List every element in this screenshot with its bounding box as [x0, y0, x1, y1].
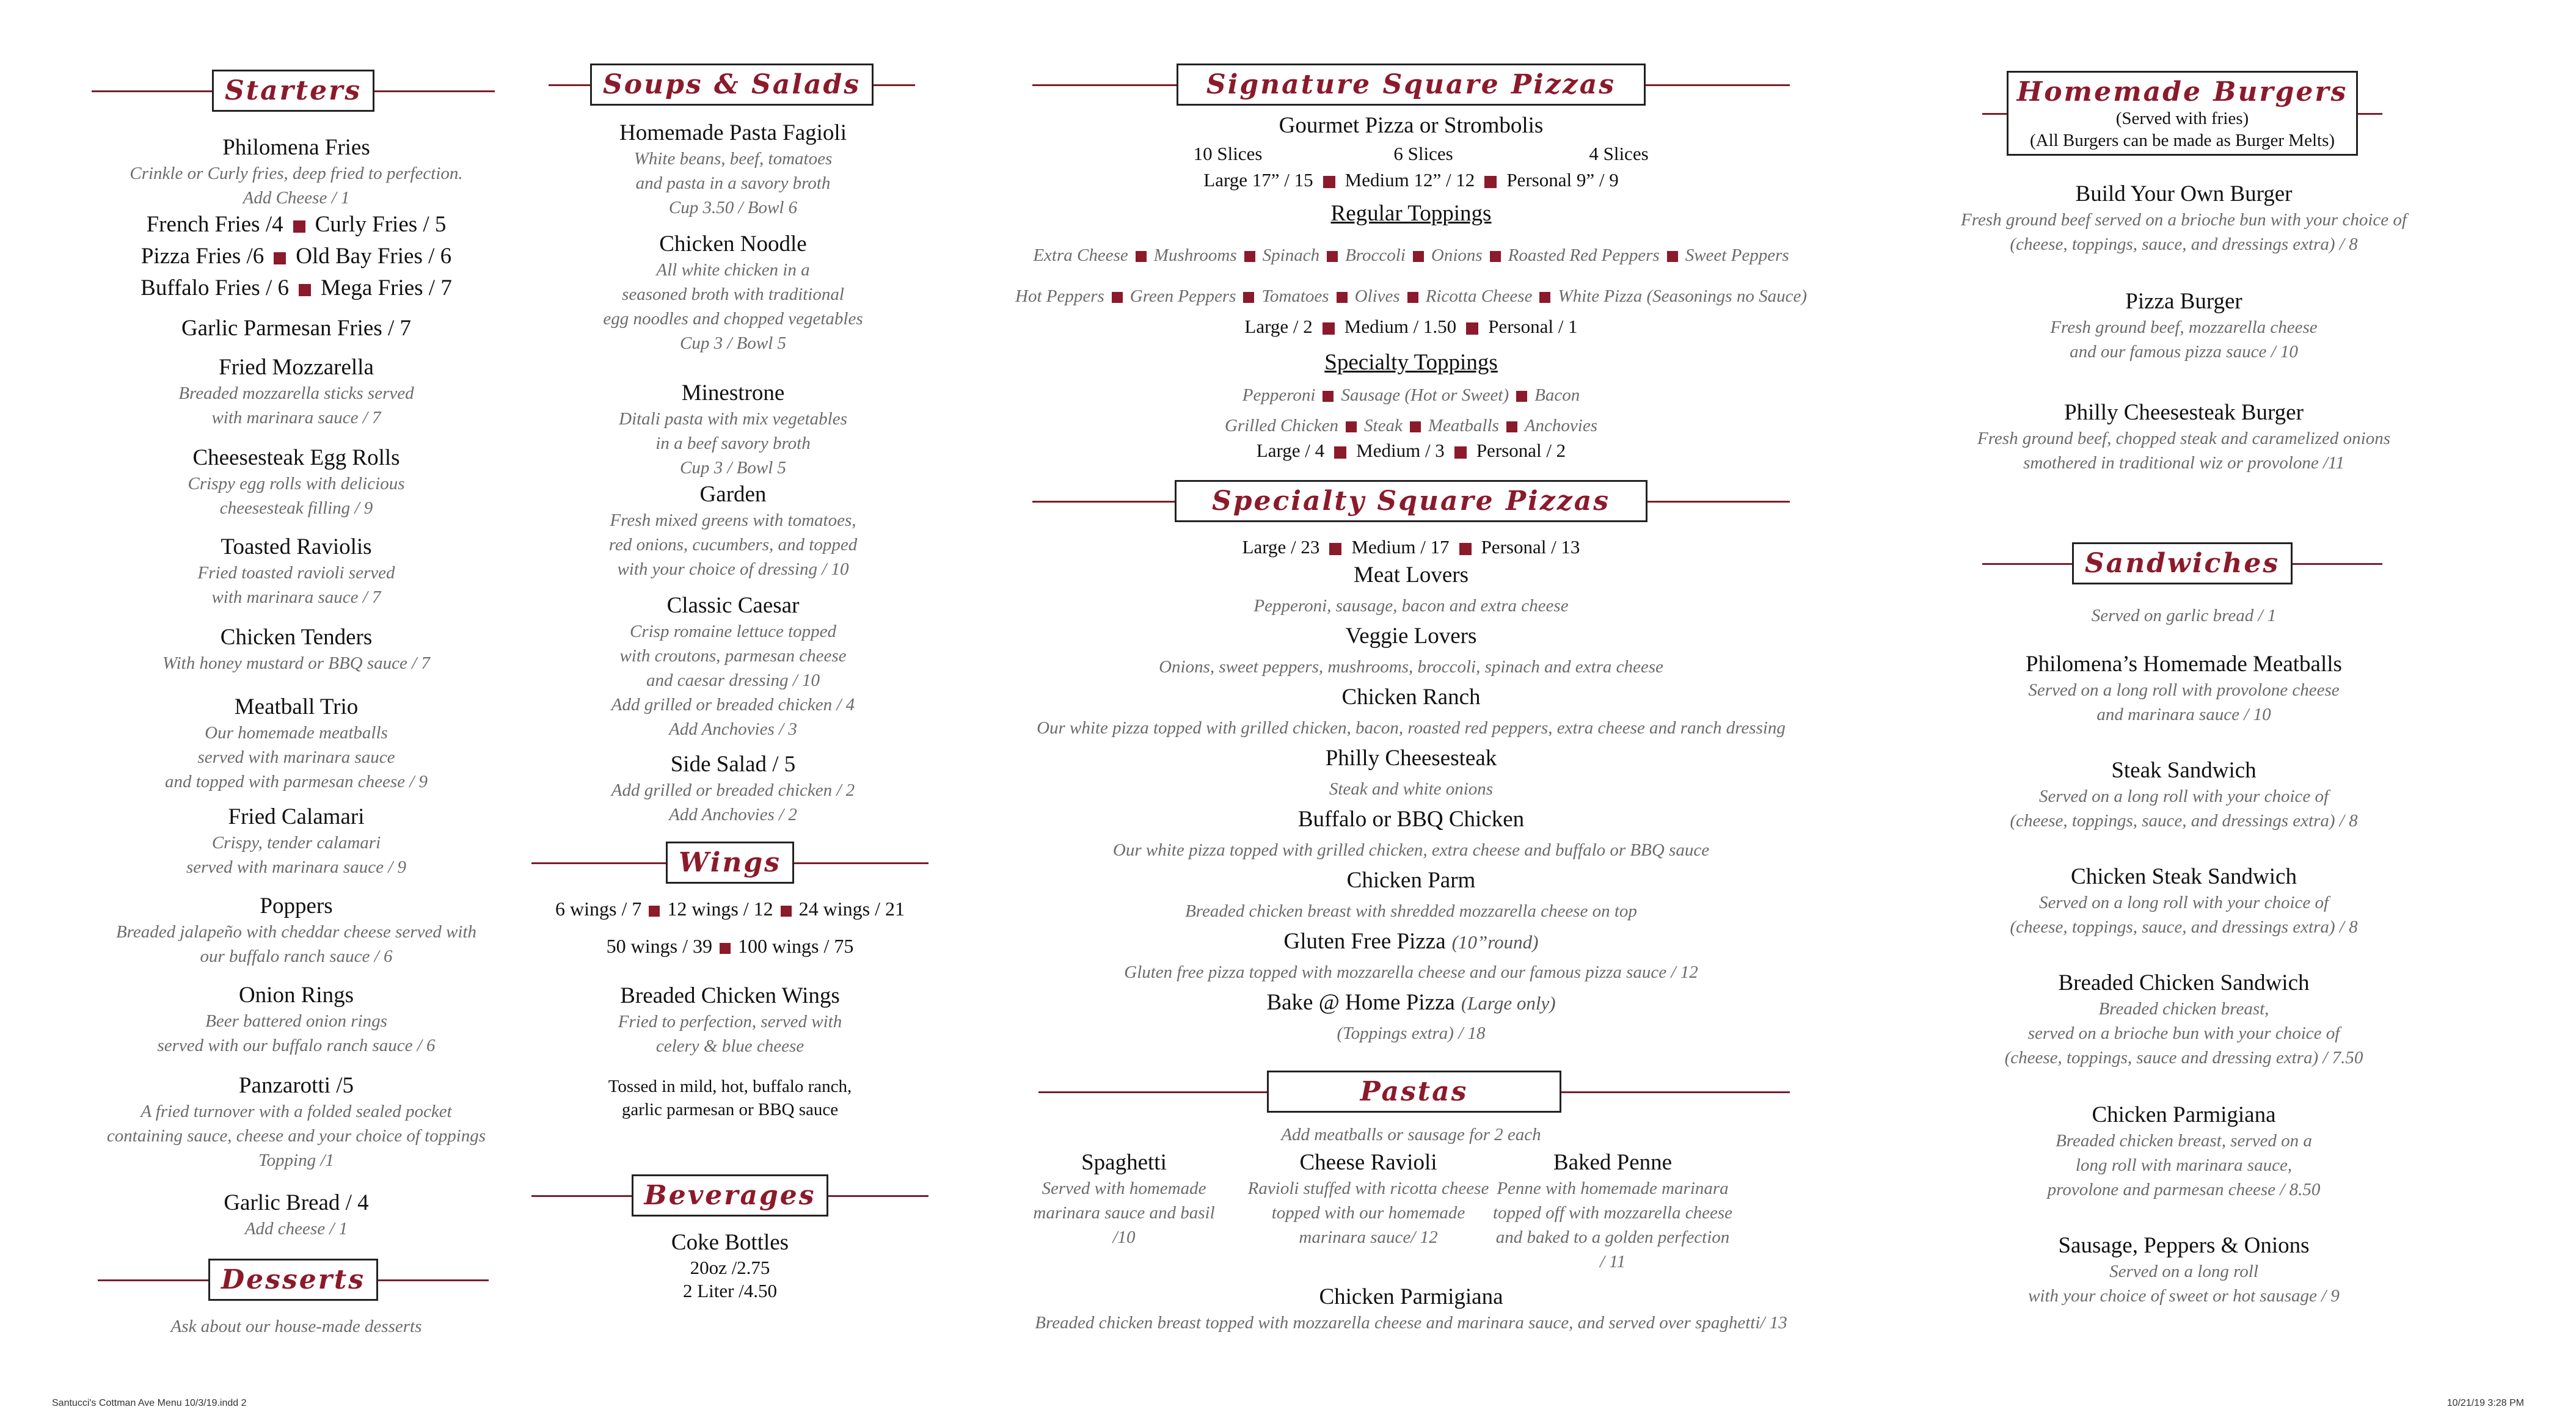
pasta-name: Spaghetti: [1081, 1150, 1167, 1175]
size-large: Large 17” / 15: [1203, 169, 1313, 191]
pasta-desc: topped with our homemade: [1271, 1203, 1465, 1223]
soup-desc: egg noodles and chopped vegetables: [603, 309, 863, 329]
sandwich-desc: (cheese, toppings, sauce, and dressings extra) / 8: [2010, 811, 2358, 831]
pizza-name: Philly Cheesesteak: [1325, 746, 1497, 771]
specialty-pizza-name: [990, 867, 1833, 894]
soup-desc: Add grilled or breaded chicken / 4: [611, 695, 855, 715]
coke-bottles: Coke Bottles: [671, 1230, 789, 1255]
starter-desc: Fried toasted ravioli served: [197, 563, 395, 583]
soup-name: Minestrone: [681, 380, 785, 406]
specialty-pizza-name: [990, 806, 1833, 833]
starter-desc: with marinara sauce / 7: [211, 587, 381, 607]
row-entry: Onions: [1431, 246, 1483, 265]
bullet-square-icon: [1243, 292, 1254, 303]
desserts-header: [92, 1254, 495, 1305]
row-entry: Large / 4: [1256, 440, 1325, 461]
starter-name: Fried Calamari: [228, 804, 365, 829]
burger-desc: Fresh ground beef served on a brioche bun with your choice of: [1961, 210, 2407, 230]
bullet-square-icon: [1454, 446, 1467, 459]
bullet-square-icon: [1490, 251, 1501, 262]
wings-12: 12 wings / 12: [667, 898, 773, 920]
bullet-square-icon: [1506, 421, 1517, 432]
row-entry: Pizza Fries /6: [140, 244, 265, 269]
row-entry: Personal / 2: [1476, 440, 1566, 461]
wings-100: 100 wings / 75: [738, 935, 854, 957]
bullet-square-icon: [1410, 421, 1421, 432]
beverages-title: Beverages: [632, 1174, 829, 1217]
row-entry: Spinach: [1262, 246, 1320, 265]
desserts-note: Ask about our house-made desserts: [170, 1317, 422, 1336]
slices-medium: 6 Slices: [1393, 143, 1453, 164]
row-entry: Personal / 1: [1488, 316, 1578, 337]
specialty-pizza-desc: Pepperoni, sausage, bacon and extra cheese: [1253, 596, 1569, 616]
burger-desc: Fresh ground beef, chopped steak and caramelized onions: [1977, 429, 2390, 448]
signature-header: [1032, 59, 1790, 110]
soup-desc: red onions, cucumbers, and topped: [608, 535, 858, 555]
row-entry: Steak: [1364, 416, 1403, 435]
signature-sizes: [990, 167, 1833, 194]
burgers-sub-1: (Served with fries): [2115, 108, 2249, 128]
row-entry: Old Bay Fries / 6: [296, 244, 452, 269]
bullet-square-icon: [1329, 543, 1341, 555]
sandwich-desc: (cheese, toppings, sauce and dressing extra) / 7.50: [2004, 1048, 2363, 1068]
soup-desc: seasoned broth with traditional: [622, 285, 844, 304]
sandwich-desc: and marinara sauce / 10: [2096, 705, 2271, 724]
row-entry: Ricotta Cheese: [1425, 286, 1533, 306]
row-entry: Mushrooms: [1153, 246, 1237, 265]
starter-pair-row: [79, 211, 513, 238]
soup-name: Classic Caesar: [666, 593, 800, 618]
specialty-pizza-name: [990, 745, 1833, 772]
sandwiches-note: Served on garlic bread / 1: [2091, 606, 2277, 625]
wings-24: 24 wings / 21: [798, 898, 905, 920]
sandwich-name: Chicken Parmigiana: [2092, 1102, 2276, 1127]
bullet-square-icon: [299, 284, 311, 296]
bullet-square-icon: [1337, 292, 1348, 303]
starter-desc: A fried turnover with a folded sealed pocket: [140, 1102, 452, 1121]
slices-personal: 4 Slices: [1589, 143, 1649, 164]
signature-subtitle: Gourmet Pizza or Strombolis: [1279, 113, 1544, 138]
bullet-square-icon: [1112, 292, 1123, 303]
coke-20oz: 20oz /2.75: [690, 1257, 770, 1278]
pasta-name: Baked Penne: [1553, 1150, 1673, 1175]
sandwich-desc: provolone and parmesan cheese / 8.50: [2047, 1180, 2321, 1199]
sandwich-desc: Served on a long roll with your choice of: [2038, 893, 2329, 912]
starter-desc: served with marinara sauce / 9: [186, 857, 407, 877]
starter-name: Cheesesteak Egg Rolls: [192, 445, 400, 470]
row-entry: Sausage (Hot or Sweet): [1341, 385, 1509, 405]
wings-6: 6 wings / 7: [555, 898, 642, 920]
starter-name: Chicken Tenders: [220, 625, 373, 650]
pastas-note: Add meatballs or sausage for 2 each: [1281, 1125, 1541, 1144]
specialty-toppings-row-1: [990, 383, 1833, 407]
soups-header: [549, 59, 915, 110]
starter-desc: served with marinara sauce: [197, 748, 395, 767]
row-entry: Medium / 3: [1356, 440, 1445, 461]
pasta-desc: marinara sauce/ 12: [1299, 1228, 1438, 1247]
soup-desc: White beans, beef, tomatoes: [633, 149, 833, 169]
row-entry: Green Peppers: [1129, 286, 1236, 306]
starter-desc: with marinara sauce / 7: [211, 408, 381, 427]
beverages-header: [531, 1169, 929, 1221]
starter-desc: Add cheese / 1: [244, 1219, 348, 1239]
burger-name: Pizza Burger: [2125, 289, 2242, 314]
sandwich-desc: Served on a long roll with your choice of: [2038, 787, 2329, 806]
pasta-desc: Penne with homemade marinara: [1497, 1179, 1729, 1198]
sandwich-name: Philomena’s Homemade Meatballs: [2026, 652, 2342, 677]
starter-desc: Crinkle or Curly fries, deep fried to perfection.: [130, 164, 463, 183]
pizza-name: Gluten Free Pizza: [1283, 929, 1446, 954]
soup-desc: with your choice of dressing / 10: [617, 559, 849, 579]
soup-name: Garden: [699, 482, 767, 507]
burgers-title: Homemade Burgers: [2016, 76, 2348, 107]
soup-desc: Cup 3 / Bowl 5: [679, 333, 786, 353]
soup-desc: Add Anchovies / 3: [669, 719, 797, 739]
row-entry: Personal / 13: [1481, 536, 1580, 558]
starter-desc: Crispy, tender calamari: [211, 833, 381, 853]
soup-desc: with croutons, parmesan cheese: [619, 646, 847, 666]
bullet-square-icon: [1667, 251, 1678, 262]
starter-desc: Breaded mozzarella sticks served: [178, 384, 414, 403]
row-entry: Buffalo Fries / 6: [140, 275, 290, 300]
sandwich-desc: Breaded chicken breast,: [2098, 999, 2269, 1019]
bullet-square-icon: [1334, 446, 1346, 459]
footer-left: Santucci's Cottman Ave Menu 10/3/19.indd 2: [52, 1398, 247, 1408]
bullet-square-icon: [1407, 292, 1418, 303]
starter-desc: and topped with parmesan cheese / 9: [164, 772, 428, 791]
signature-slices: [1161, 142, 1686, 166]
starter-name: Philomena Fries: [222, 135, 370, 160]
footer-right: 10/21/19 3:28 PM: [2446, 1398, 2524, 1408]
burger-desc: (cheese, toppings, sauce, and dressings extra) / 8: [2010, 235, 2358, 254]
sandwich-desc: long roll with marinara sauce,: [2075, 1155, 2293, 1175]
breaded-wings-name: Breaded Chicken Wings: [620, 983, 840, 1008]
row-entry: Roasted Red Peppers: [1508, 246, 1660, 265]
sandwiches-title: Sandwiches: [2072, 542, 2293, 584]
sandwich-desc: with your choice of sweet or hot sausage / 9: [2028, 1286, 2340, 1306]
specialty-prices: [990, 534, 1833, 561]
starter-name: Toasted Raviolis: [221, 534, 372, 559]
starter-name: Fried Mozzarella: [219, 355, 374, 380]
bullet-square-icon: [1459, 543, 1472, 555]
soup-desc: Add Anchovies / 2: [669, 805, 797, 824]
sandwich-name: Chicken Steak Sandwich: [2071, 864, 2297, 889]
starter-name: Garlic Parmesan Fries / 7: [181, 316, 412, 341]
starter-desc: served with our buffalo ranch sauce / 6: [157, 1036, 436, 1055]
sandwiches-header: [1982, 537, 2382, 589]
specialty-pizza-desc: Gluten free pizza topped with mozzarella cheese and our famous pizza sauce / 12: [1124, 962, 1698, 982]
burger-name: Build Your Own Burger: [2075, 181, 2293, 206]
row-entry: French Fries /4: [146, 212, 283, 237]
soups-title: Soups & Salads: [590, 64, 874, 106]
specialty-toppings-prices: [990, 437, 1833, 464]
row-entry: White Pizza (Seasonings no Sauce): [1558, 286, 1807, 306]
pizza-note: (Large only): [1461, 992, 1556, 1014]
pasta-parm-name: Chicken Parmigiana: [1319, 1284, 1503, 1309]
soup-desc: All white chicken in a: [656, 260, 810, 280]
pastas-header: [1038, 1066, 1790, 1117]
specialty-title: Specialty Square Pizzas: [1175, 480, 1647, 522]
pasta-desc: / 11: [1599, 1252, 1626, 1271]
signature-title: Signature Square Pizzas: [1177, 64, 1646, 106]
row-entry: Grilled Chicken: [1224, 416, 1339, 435]
starter-desc: Add Cheese / 1: [243, 188, 350, 208]
pastas-title: Pastas: [1267, 1071, 1562, 1113]
pasta-desc: and baked to a golden perfection: [1495, 1228, 1730, 1247]
sandwich-name: Breaded Chicken Sandwich: [2058, 970, 2310, 995]
soup-desc: Fresh mixed greens with tomatoes,: [610, 511, 856, 530]
starter-desc: our buffalo ranch sauce / 6: [200, 947, 393, 966]
regular-toppings-row-1: [971, 243, 1851, 267]
wings-50: 50 wings / 39: [606, 935, 712, 957]
row-entry: Large / 2: [1244, 316, 1313, 337]
bullet-square-icon: [1413, 251, 1424, 262]
bullet-square-icon: [1244, 251, 1255, 262]
pizza-name: Meat Lovers: [1353, 562, 1469, 587]
pizza-name: Chicken Ranch: [1341, 685, 1481, 710]
pasta-name: Cheese Ravioli: [1299, 1150, 1437, 1175]
bullet-square-icon: [1466, 322, 1478, 335]
burger-desc: and our famous pizza sauce / 10: [2070, 342, 2298, 362]
starter-desc: With honey mustard or BBQ sauce / 7: [162, 653, 430, 673]
wings-row-1: [531, 895, 929, 922]
bullet-square-icon: [1136, 251, 1147, 262]
size-personal: Personal 9” / 9: [1506, 169, 1619, 191]
specialty-pizza-name: [990, 623, 1833, 650]
burger-desc: smothered in traditional wiz or provolone /11: [2023, 453, 2344, 473]
pasta-desc: marinara sauce and basil: [1033, 1203, 1215, 1223]
bullet-square-icon: [1346, 421, 1357, 432]
size-medium: Medium 12” / 12: [1345, 169, 1475, 191]
sandwich-name: Sausage, Peppers & Onions: [2058, 1233, 2310, 1258]
row-entry: Large / 23: [1242, 536, 1320, 558]
soup-name: Homemade Pasta Fagioli: [619, 120, 847, 145]
row-entry: Mega Fries / 7: [321, 275, 452, 300]
specialty-pizza-desc: Our white pizza topped with grilled chicken, bacon, roasted red peppers, extra cheese and ranch dressing: [1037, 718, 1786, 738]
starter-name: Onion Rings: [238, 983, 354, 1008]
pasta-desc: Served with homemade: [1042, 1179, 1206, 1198]
specialty-pizza-name: [990, 684, 1833, 711]
pizza-name: Chicken Parm: [1346, 868, 1476, 893]
row-entry: Medium / 1.50: [1344, 316, 1457, 337]
starter-name: Garlic Bread / 4: [224, 1190, 369, 1215]
row-entry: Bacon: [1534, 385, 1580, 405]
specialty-pizza-name: [990, 562, 1833, 589]
sandwich-desc: Served on a long roll with provolone cheese: [2028, 680, 2340, 700]
sandwich-desc: served on a brioche bun with your choice of: [2027, 1024, 2340, 1043]
row-entry: Sweet Peppers: [1685, 246, 1789, 265]
starter-desc: containing sauce, cheese and your choice of toppings: [106, 1126, 486, 1146]
specialty-pizza-desc: Onions, sweet peppers, mushrooms, broccoli, spinach and extra cheese: [1159, 657, 1663, 677]
starter-desc: Crispy egg rolls with delicious: [188, 474, 405, 493]
soup-desc: in a beef savory broth: [655, 434, 811, 453]
soup-desc: and caesar dressing / 10: [646, 671, 820, 690]
bullet-square-icon: [293, 220, 305, 233]
wings-sauce-1: Tossed in mild, hot, buffalo ranch,: [608, 1077, 852, 1096]
bullet-square-icon: [1327, 251, 1338, 262]
wings-sauce-2: garlic parmesan or BBQ sauce: [621, 1100, 839, 1119]
burgers-box: [2007, 71, 2359, 156]
row-entry: Olives: [1354, 286, 1400, 306]
soup-desc: Crisp romaine lettuce topped: [629, 622, 837, 641]
bullet-square-icon: [1323, 391, 1334, 402]
starter-desc: Our homemade meatballs: [205, 723, 388, 743]
row-entry: Broccoli: [1345, 246, 1406, 265]
row-entry: Meatballs: [1428, 416, 1499, 435]
starter-pair-row: [79, 243, 513, 270]
soup-desc: Cup 3 / Bowl 5: [679, 458, 786, 478]
sandwich-desc: Served on a long roll: [2109, 1262, 2258, 1281]
starters-title: Starters: [212, 70, 374, 112]
wings-title: Wings: [666, 842, 794, 884]
burger-desc: Fresh ground beef, mozzarella cheese: [2050, 318, 2318, 337]
pizza-note: (10”round): [1451, 931, 1539, 953]
specialty-toppings-row-2: [990, 413, 1833, 438]
bullet-square-icon: [1516, 391, 1527, 402]
row-entry: Anchovies: [1524, 416, 1598, 435]
burger-name: Philly Cheesesteak Burger: [2064, 400, 2304, 425]
row-entry: Pepperoni: [1242, 385, 1316, 405]
pasta-desc: topped off with mozzarella cheese: [1493, 1203, 1732, 1223]
row-entry: Medium / 17: [1351, 536, 1450, 558]
sandwich-name: Steak Sandwich: [2111, 758, 2257, 783]
starter-name: Poppers: [260, 893, 333, 918]
desserts-title: Desserts: [208, 1259, 378, 1301]
wings-row-2: [531, 933, 929, 959]
coke-2liter: 2 Liter /4.50: [682, 1280, 778, 1301]
soup-name: Chicken Noodle: [659, 231, 807, 256]
wings-header: [531, 837, 929, 888]
regular-toppings-title: Regular Toppings: [1330, 201, 1492, 226]
specialty-toppings-title: Specialty Toppings: [1324, 350, 1498, 375]
starter-desc: Beer battered onion rings: [205, 1011, 387, 1031]
slices-large: 10 Slices: [1193, 143, 1263, 164]
soup-name: Side Salad / 5: [670, 752, 796, 777]
specialty-pizza-desc: Steak and white onions: [1329, 779, 1494, 799]
sandwich-desc: (cheese, toppings, sauce, and dressings extra) / 8: [2010, 917, 2358, 937]
sandwich-desc: Breaded chicken breast, served on a: [2056, 1131, 2312, 1151]
pasta-parm-desc: Breaded chicken breast topped with mozzarella cheese and marinara sauce, and served over spaghetti/ 13: [1035, 1313, 1787, 1333]
starter-pair-row: [79, 275, 513, 302]
starter-name: Meatball Trio: [234, 694, 359, 719]
row-entry: Hot Peppers: [1015, 286, 1104, 306]
breaded-wings-desc-2: celery & blue cheese: [655, 1036, 805, 1056]
regular-toppings-prices: [990, 313, 1833, 340]
burgers-sub-2: (All Burgers can be made as Burger Melts): [2029, 130, 2335, 150]
pasta-desc: Ravioli stuffed with ricotta cheese: [1247, 1179, 1489, 1198]
soup-desc: and pasta in a savory broth: [635, 173, 831, 193]
starter-desc: cheesesteak filling / 9: [219, 498, 373, 518]
bullet-square-icon: [274, 252, 286, 264]
specialty-header: [1032, 473, 1790, 528]
soup-desc: Add grilled or breaded chicken / 2: [611, 780, 855, 800]
breaded-wings-desc-1: Fried to perfection, served with: [618, 1012, 842, 1031]
pizza-name: Bake @ Home Pizza: [1266, 990, 1455, 1015]
burgers-header: [1982, 67, 2382, 159]
pizza-name: Buffalo or BBQ Chicken: [1297, 807, 1525, 832]
starter-desc: Topping /1: [258, 1151, 334, 1170]
row-entry: Tomatoes: [1261, 286, 1329, 306]
specialty-pizza-desc: Breaded chicken breast with shredded mozzarella cheese on top: [1185, 901, 1637, 921]
specialty-pizza-desc: (Toppings extra) / 18: [1337, 1024, 1486, 1043]
row-entry: Extra Cheese: [1033, 246, 1128, 265]
starter-name: Panzarotti /5: [238, 1073, 354, 1098]
starter-desc: Breaded jalapeño with cheddar cheese served with: [115, 922, 477, 942]
pasta-desc: /10: [1112, 1228, 1136, 1247]
pizza-name: Veggie Lovers: [1345, 624, 1477, 649]
row-entry: Curly Fries / 5: [315, 212, 447, 237]
bullet-square-icon: [1323, 322, 1335, 335]
specialty-pizza-name: [990, 989, 1833, 1016]
starters-header: [92, 65, 495, 116]
specialty-pizza-desc: Our white pizza topped with grilled chicken, extra cheese and buffalo or BBQ sauce: [1112, 840, 1710, 860]
specialty-pizza-name: [990, 928, 1833, 955]
soup-desc: Ditali pasta with mix vegetables: [619, 409, 847, 429]
bullet-square-icon: [1539, 292, 1550, 303]
soup-desc: Cup 3.50 / Bowl 6: [668, 198, 798, 217]
regular-toppings-row-2: [971, 284, 1851, 308]
